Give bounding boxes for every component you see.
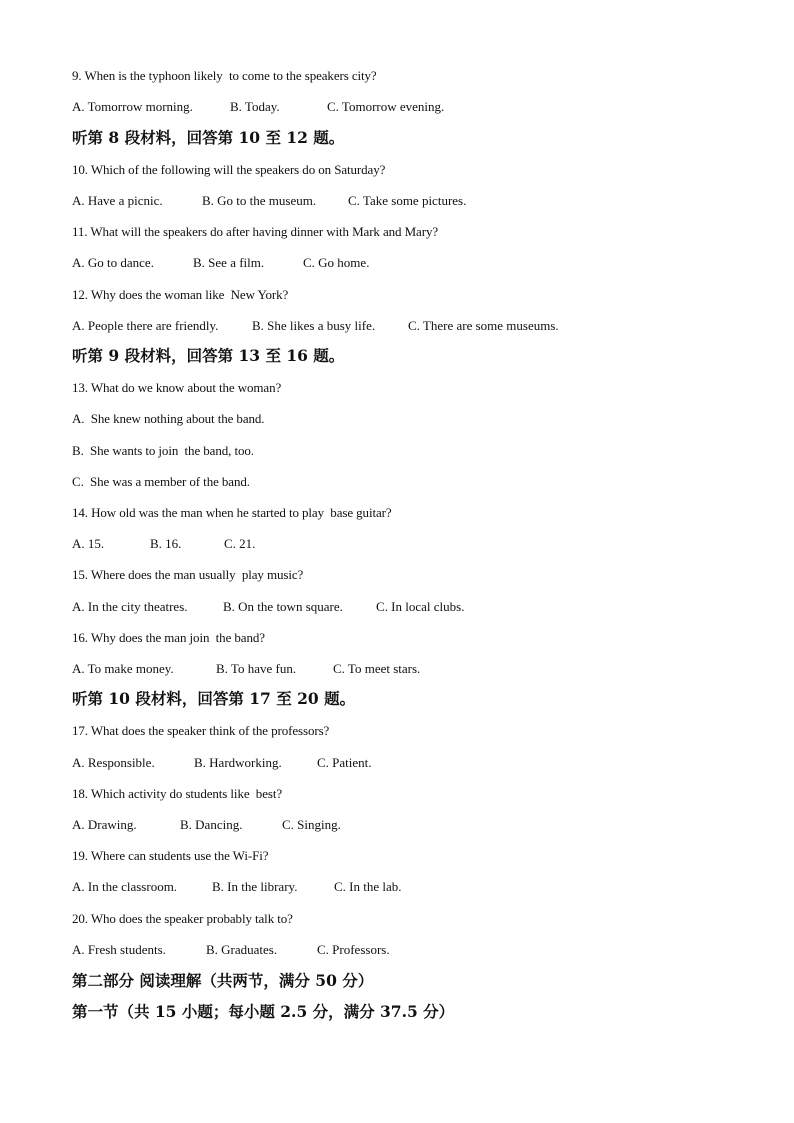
- option-12-a: A. People there are friendly.: [72, 318, 219, 333]
- section-heading-10: 听第 10 段材料，回答第 17 至 20 题。: [72, 689, 356, 708]
- option-17-b: B. Hardworking.: [194, 755, 282, 770]
- option-12-b: B. She likes a busy life.: [252, 318, 376, 333]
- question-19: 19. Where can students use the Wi-Fi?: [72, 848, 269, 863]
- option-12-c: C. There are some museums.: [408, 318, 559, 333]
- option-13-c: C. She was a member of the band.: [72, 474, 250, 489]
- option-20-a: A. Fresh students.: [72, 942, 166, 957]
- option-9-b: B. Today.: [230, 99, 280, 114]
- option-16-a: A. To make money.: [72, 661, 174, 676]
- option-18-b: B. Dancing.: [180, 817, 243, 832]
- question-10: 10. Which of the following will the speakers do on Saturday?: [72, 162, 386, 177]
- question-20: 20. Who does the speaker probably talk to?: [72, 911, 293, 926]
- option-13-a: A. She knew nothing about the band.: [72, 411, 265, 426]
- option-9-c: C. Tomorrow evening.: [327, 99, 445, 114]
- option-10-a: A. Have a picnic.: [72, 193, 163, 208]
- option-17-a: A. Responsible.: [72, 755, 155, 770]
- part-two-heading: 第二部分 阅读理解（共两节，满分 50 分）: [72, 971, 374, 990]
- question-14: 14. How old was the man when he started to play base guitar?: [72, 505, 392, 520]
- option-20-b: B. Graduates.: [206, 942, 278, 957]
- option-16-c: C. To meet stars.: [333, 661, 421, 676]
- option-14-c: C. 21.: [224, 536, 256, 551]
- question-17: 17. What does the speaker think of the professors?: [72, 723, 330, 738]
- option-11-b: B. See a film.: [193, 255, 265, 270]
- question-15: 15. Where does the man usually play music?: [72, 567, 304, 582]
- option-11-a: A. Go to dance.: [72, 255, 154, 270]
- option-16-b: B. To have fun.: [216, 661, 297, 676]
- option-19-a: A. In the classroom.: [72, 879, 178, 894]
- question-13: 13. What do we know about the woman?: [72, 380, 282, 395]
- option-19-c: C. In the lab.: [334, 879, 402, 894]
- option-10-b: B. Go to the museum.: [202, 193, 317, 208]
- option-13-b: B. She wants to join the band, too.: [72, 443, 254, 458]
- option-19-b: B. In the library.: [212, 879, 298, 894]
- option-18-a: A. Drawing.: [72, 817, 137, 832]
- option-15-c: C. In local clubs.: [376, 599, 465, 614]
- option-17-c: C. Patient.: [317, 755, 372, 770]
- option-14-a: A. 15.: [72, 536, 105, 551]
- section-heading-9: 听第 9 段材料，回答第 13 至 16 题。: [72, 346, 345, 365]
- question-11: 11. What will the speakers do after having dinner with Mark and Mary?: [72, 224, 439, 239]
- question-18: 18. Which activity do students like best?: [72, 786, 283, 801]
- option-18-c: C. Singing.: [282, 817, 341, 832]
- option-20-c: C. Professors.: [317, 942, 390, 957]
- section-heading-8: 听第 8 段材料，回答第 10 至 12 题。: [72, 128, 345, 147]
- question-16: 16. Why does the man join the band?: [72, 630, 265, 645]
- option-14-b: B. 16.: [150, 536, 182, 551]
- section-one-heading: 第一节（共 15 小题；每小题 2.5 分，满分 37.5 分）: [72, 1002, 455, 1021]
- question-12: 12. Why does the woman like New York?: [72, 287, 289, 302]
- option-15-a: A. In the city theatres.: [72, 599, 188, 614]
- option-10-c: C. Take some pictures.: [348, 193, 467, 208]
- option-15-b: B. On the town square.: [223, 599, 343, 614]
- option-9-a: A. Tomorrow morning.: [72, 99, 193, 114]
- option-11-c: C. Go home.: [303, 255, 370, 270]
- question-9: 9. When is the typhoon likely to come to the speakers city?: [72, 68, 377, 83]
